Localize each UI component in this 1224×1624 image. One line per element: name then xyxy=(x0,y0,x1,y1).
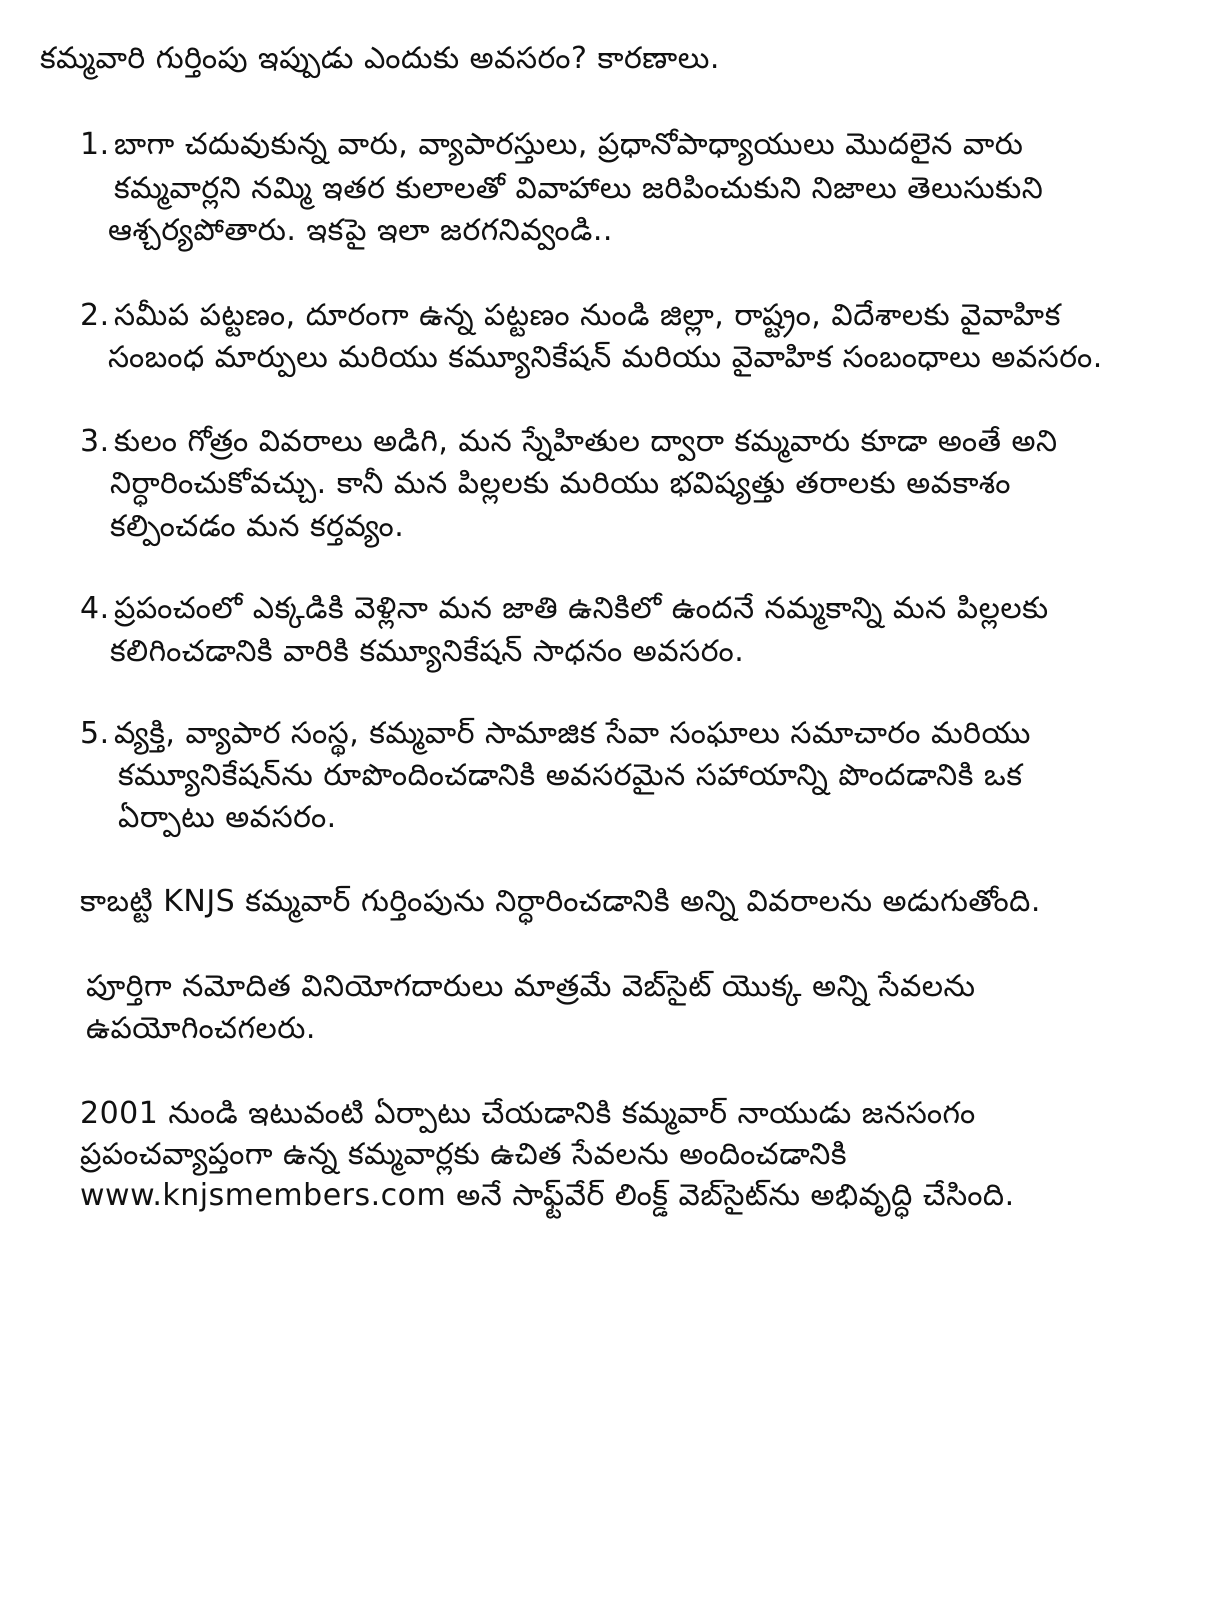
page-heading: కమ్మవారి గుర్తింపు ఇప్పుడు ఎందుకు అవసరం? కారణాలు. xyxy=(40,41,720,76)
history-line-3: www.knjsmembers.com అనే సాఫ్ట్‌వేర్ లింక్డ్ వెబ్‌సైట్‌ను అభివృద్ధి చేసింది. xyxy=(80,1178,1015,1213)
reason-3-number: 3. xyxy=(80,424,110,459)
reason-3-line-1: కులం గోత్రం వివరాలు అడిగి, మన స్నేహితుల ద్వారా కమ్మవారు కూడా అంతే అని xyxy=(114,424,1058,459)
reason-5-line-1: వ్యక్తి, వ్యాపార సంస్థ, కమ్మవార్ సామాజిక సేవా సంఘాలు సమాచారం మరియు xyxy=(114,716,1031,751)
history-line-1: 2001 నుండి ఇటువంటి ఏర్పాటు చేయడానికి కమ్మవార్ నాయుడు జనసంగం xyxy=(80,1096,976,1131)
reason-1-line-3: ఆశ్చర్యపోతారు. ఇకపై ఇలా జరగనివ్వండి.. xyxy=(108,213,613,248)
reason-5-number: 5. xyxy=(80,716,110,751)
reason-3-line-2: నిర్ధారించుకోవచ్చు. కానీ మన పిల్లలకు మరియు భవిష్యత్తు తరాలకు అవకాశం xyxy=(110,466,1011,501)
reason-1-line-1: బాగా చదువుకున్న వారు, వ్యాపారస్తులు, ప్రధానోపాధ్యాయులు మొదలైన వారు xyxy=(114,127,1024,162)
reason-2-number: 2. xyxy=(80,298,110,333)
reason-2-line-2: సంబంధ మార్పులు మరియు కమ్యూనికేషన్ మరియు వైవాహిక సంబంధాలు అవసరం. xyxy=(108,340,1103,375)
reason-2-line-1: సమీప పట్టణం, దూరంగా ఉన్న పట్టణం నుండి జిల్లా, రాష్ట్రం, విదేశాలకు వైవాహిక xyxy=(114,298,1061,333)
reason-3-line-3: కల్పించడం మన కర్తవ్యం. xyxy=(110,509,405,544)
reason-1-number: 1. xyxy=(80,127,110,162)
approved-users-line-2: ఉపయోగించగలరు. xyxy=(86,1011,316,1046)
reason-4-number: 4. xyxy=(80,591,110,626)
approved-users-line-1: పూర్తిగా నమోదిత వినియోగదారులు మాత్రమే వెబ్‌సైట్ యొక్క అన్ని సేవలను xyxy=(86,969,976,1004)
reason-5-line-3: ఏర్పాటు అవసరం. xyxy=(118,800,337,835)
history-line-2: ప్రపంచవ్యాప్తంగా ఉన్న కమ్మవార్లకు ఉచిత సేవలను అందించడానికి xyxy=(80,1137,847,1172)
reason-1-line-2: కమ్మవార్లని నమ్మి ఇతర కులాలతో వివాహాలు జరిపించుకుని నిజాలు తెలుసుకుని xyxy=(114,171,1044,206)
reason-4-line-2: కలిగించడానికి వారికి కమ్యూనికేషన్ సాధనం అవసరం. xyxy=(110,634,745,669)
reason-5-line-2: కమ్యూనికేషన్‌ను రూపొందించడానికి అవసరమైన సహాయాన్ని పొందడానికి ఒక xyxy=(118,758,1023,793)
conclusion-text: కాబట్టి KNJS కమ్మవార్ గుర్తింపును నిర్ధారించడానికి అన్ని వివరాలను అడుగుతోంది. xyxy=(80,884,1041,919)
reason-4-line-1: ప్రపంచంలో ఎక్కడికి వెళ్లినా మన జాతి ఉనికిలో ఉందనే నమ్మకాన్ని మన పిల్లలకు xyxy=(114,591,1049,626)
